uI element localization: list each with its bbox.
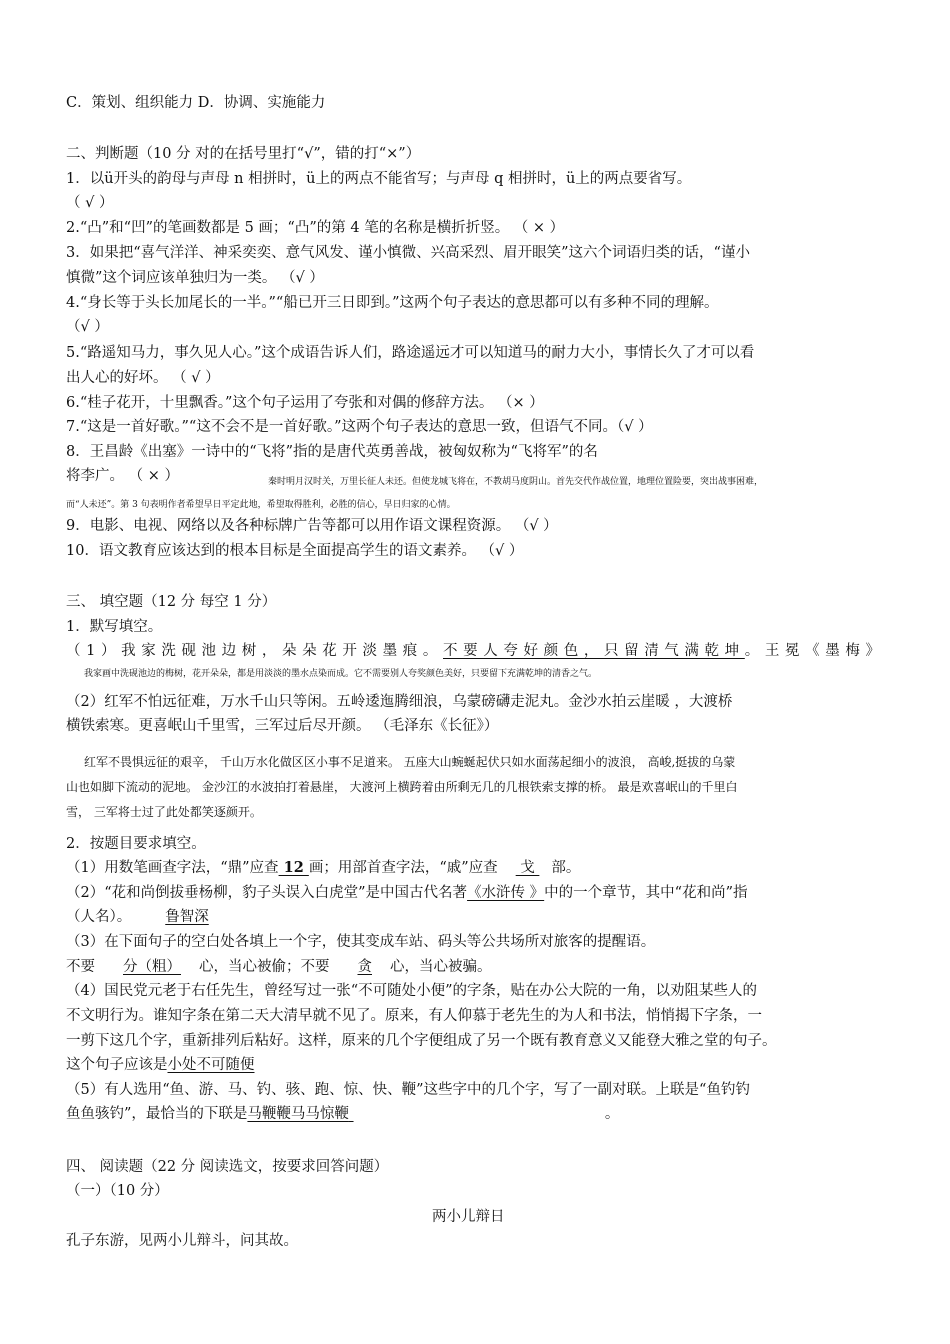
fill-text: 。 [604, 1106, 620, 1122]
passage-title: 两小儿辩日 [432, 1209, 505, 1225]
question-line: 5.“路遥知马力，事久见人心。”这个成语告诉人们，路途遥远才可以知道马的耐力大小，事情长久了才可以看 [66, 345, 755, 361]
fill-line: （2）红军不怕远征难，万水千山只等闲。五岭逶迤腾细浪，乌蒙磅礴走泥丸。金沙水拍云崖暖 ，大渡桥 [66, 694, 733, 710]
fill-answer: 鲁智深 [165, 909, 209, 925]
translation-note: 山也如脚下流动的泥地。 金沙江的水波拍打着悬崖， 大渡河上横跨着由所剩无几的几根铁索支撑的桥。 最是欢喜岷山的千里白 [66, 780, 738, 794]
question-line: （5）有人选用“鱼、游、马、钓、骇、跑、惊、快、鞭”这些字中的几个字，写了一副对联。上联是“鱼钓钓 [66, 1082, 750, 1098]
question-line: 10．语文教育应该达到的根本目标是全面提高学生的语文素养。 （√ ） [66, 543, 524, 559]
fill-line [66, 907, 209, 927]
fill-text: 中的一个章节，其中“花和尚”指 [544, 885, 748, 901]
question-line: 8．王昌龄《出塞》一诗中的“飞将”指的是唐代英勇善战，被匈奴称为“飞将军”的名 [66, 444, 598, 460]
fill-line [66, 1104, 619, 1124]
fill-text: （1）我家洗砚池边树，朵朵花开淡墨痕。 [66, 643, 443, 659]
fill-text: 这个句子应该是 [66, 1057, 168, 1073]
passage-text: 孔子东游，见两小儿辩斗，问其故。 [66, 1233, 298, 1249]
question-line: 一剪下这几个字，重新排列后粘好。这样，原来的几个字便组成了另一个既有教育意义又能登大雅之堂的句子。 [66, 1033, 777, 1049]
fill-answer: 分（粗） [123, 959, 181, 975]
question-line: 1．默写填空。 [66, 619, 163, 635]
fill-text: 心，当心被骗。 [390, 959, 492, 975]
question-line: 出人心的好坏。 （ √ ） [66, 370, 220, 386]
translation-note: 雪， 三军将士过了此处都笑逐颜开。 [66, 805, 262, 819]
question-line: 6.“桂子花开，十里飘香。”这个句子运用了夸张和对偶的修辞方法。 （× ） [66, 395, 544, 411]
question-line: 3．如果把“喜气洋洋、神采奕奕、意气风发、谨小慎微、兴高采烈、眉开眼笑”这六个词语归类的话，“谨小 [66, 245, 750, 261]
explanation-note: 秦时明月汉时关，万里长征人未还。但使龙城飞将在，不教胡马度阴山。首先交代作战位置，地理位置险要，突出战事困难， [268, 477, 764, 487]
fill-text: 心，当心被偷；不要 [199, 959, 330, 975]
section-heading: 二、判断题（10 分 对的在括号里打“√”，错的打“×”） [66, 146, 421, 162]
fill-line [66, 858, 580, 878]
question-line: 9．电影、电视、网络以及各种标牌广告等都可以用作语文课程资源。 （√ ） [66, 518, 558, 534]
subsection-heading: （一）（10 分） [66, 1183, 169, 1199]
fill-line [66, 957, 492, 977]
question-line: 2．按题目要求填空。 [66, 836, 206, 852]
translation-note: 红军不畏惧远征的艰辛， 千山万水化做区区小事不足道来。 五座大山蜿蜒起伏只如水面荡起细小的波浪， 高峻,挺拔的乌蒙 [84, 755, 736, 769]
fill-line [66, 641, 880, 661]
question-line: 4.“身长等于头长加尾长的一半。”“船已开三日即到。”这两个句子表达的意思都可以有多种不同的理解。 [66, 295, 719, 311]
question-line: 2.“凸”和“凹”的笔画数都是 5 画；“凸”的第 4 笔的名称是横折折竖。 （ × ） [66, 220, 565, 236]
fill-answer: 马鞭鞭马马惊鞭 [247, 1106, 349, 1122]
question-line: 将李广。 （ × ） [66, 468, 179, 484]
fill-answer: 贪 [357, 959, 372, 975]
translation-note: 我家画中洗砚池边的梅树，花开朵朵，都是用淡淡的墨水点染而成。它不需要别人夸奖颜色美好，只要留下充满乾坤的清香之气。 [84, 669, 598, 679]
fill-answer: 《水浒传 》 [467, 885, 545, 901]
fill-line [66, 883, 748, 903]
answer-line: （√ ） [66, 319, 109, 335]
fill-text: 部。 [551, 860, 581, 876]
question-line: 慎微”这个词应该单独归为一类。 （√ ） [66, 270, 324, 286]
answer-line: （ √ ） [66, 195, 114, 211]
option-line: C．策划、组织能力 D．协调、实施能力 [66, 95, 326, 111]
fill-text: （人名）。 [66, 909, 132, 925]
fill-line [66, 1055, 283, 1075]
fill-line: 横铁索寒。更喜岷山千里雪，三军过后尽开颜。 （毛泽东《长征》） [66, 718, 499, 734]
fill-answer: 小处不可随便 [167, 1057, 255, 1073]
fill-answer: 不要人夸好颜色，只留清气满乾坤 [443, 643, 745, 659]
fill-text: （2）“花和尚倒拔垂杨柳，豹子头误入白虎堂”是中国古代名著 [66, 885, 468, 901]
fill-text: （1）用数笔画查字法，“鼎”应查 [66, 860, 279, 876]
question-line: 1．以ü开头的韵母与声母 n 相拼时，ü上的两点不能省写；与声母 q 相拼时，ü上的两点要省写。 [66, 171, 692, 187]
fill-text: 不要 [66, 959, 95, 975]
section-heading: 四、 阅读题（22 分 阅读选文，按要求回答问题） [66, 1159, 389, 1175]
question-line: 不文明行为。谁知字条在第二天大清早就不见了。原来，有人仰慕于老先生的为人和书法，悄悄揭下字条，一 [66, 1008, 762, 1024]
explanation-note: 而“人未还”。第 3 句表明作者希望早日平定此地，希望取得胜利，必胜的信心，早日归家的心情。 [66, 500, 456, 510]
fill-text: 画；用部首查字法，“戚”应查 [308, 860, 498, 876]
question-line: （4）国民党元老于右任先生，曾经写过一张“不可随处小便”的字条，贴在办公大院的一角，以劝阻某些人的 [66, 983, 758, 999]
fill-text: 鱼鱼骇钓”，最恰当的下联是 [66, 1106, 248, 1122]
fill-answer: 戈 [515, 860, 540, 876]
fill-answer: 12 [278, 859, 309, 876]
question-line: （3）在下面句子的空白处各填上一个字，使其变成车站、码头等公共场所对旅客的提醒语。 [66, 934, 656, 950]
fill-text: 。王冕《墨梅》 [744, 643, 880, 659]
question-line: 7.“这是一首好歌。”“这不会不是一首好歌。”这两个句子表达的意思一致，但语气不同。（√ ） [66, 419, 653, 435]
section-heading: 三、 填空题（12 分 每空 1 分） [66, 594, 277, 610]
